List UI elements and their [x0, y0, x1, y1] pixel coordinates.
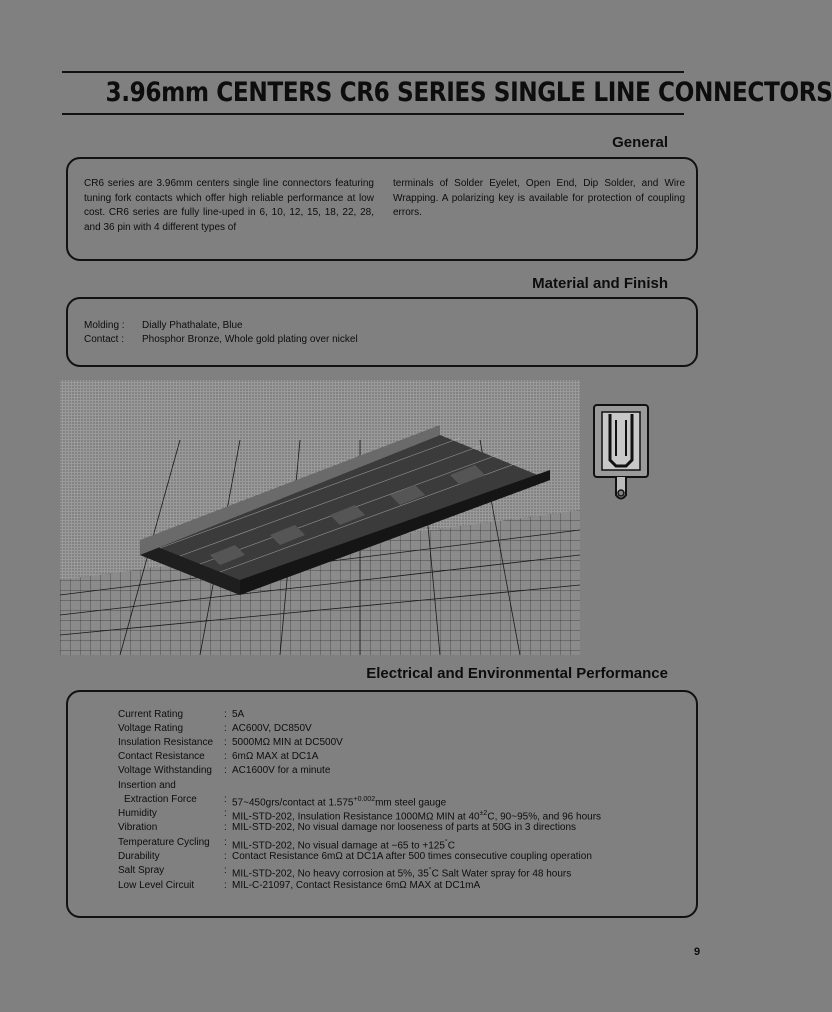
- spec-value: AC1600V for a minute: [232, 765, 331, 776]
- spec-value: MIL-STD-202, Insulation Resistance 1000MΩ MIN at $40^{\pm 2}C$, 90~95%, and 96 hours: [232, 810, 602, 823]
- spec-value: AC600V, DC850V: [232, 723, 312, 734]
- material-label: Molding :: [84, 320, 125, 331]
- material-label: Contact :: [84, 334, 125, 345]
- spec-row: Voltage Rating : AC600V, DC850V: [118, 723, 312, 734]
- spec-row: Extraction Force : 57~450grs/contact at $1.575^{+0.002}mm$ steel gauge: [118, 793, 446, 810]
- material-value: Dially Phathalate, Blue: [142, 320, 243, 331]
- spec-value: Contact Resistance 6mΩ at DC1A after 500 times consecutive coupling operation: [232, 851, 592, 862]
- spec-row: Contact Resistance : 6mΩ MAX at DC1A: [118, 751, 319, 762]
- spec-row: Low Level Circuit : MIL-C-21097, Contact Resistance 6mΩ MAX at DC1mA: [118, 880, 481, 891]
- spec-row: Durability : Contact Resistance 6mΩ at DC1A after 500 times consecutive coupling operation: [118, 851, 592, 862]
- spec-label: Insertion and: [118, 780, 176, 791]
- spec-value: MIL-STD-202, No visual damage at −65 to +125°C: [232, 839, 455, 852]
- spec-value: 5000MΩ MIN at DC500V: [232, 737, 343, 748]
- spec-value: 6mΩ MAX at DC1A: [232, 751, 319, 762]
- spec-row: Vibration : MIL-STD-202, No visual damage nor looseness of parts at 50G in 3 directions: [118, 822, 577, 833]
- contact-cross-section-diagram: [586, 400, 656, 510]
- general-text-left: CR6 series are 3.96mm centers single line connectors featuring tuning fork contacts which offer high reliable performance at low cost. CR6 series are fully line-uped in 6, 10, 12, 15, 18, 22, 28, and 36 pin with 4 different types of: [84, 178, 374, 233]
- page-number: 9: [694, 946, 701, 958]
- spec-label: Low Level Circuit: [118, 880, 195, 891]
- spec-label: Insulation Resistance: [118, 737, 214, 748]
- spec-row: Temperature Cycling : MIL-STD-202, No visual damage at −65 to +125°C: [118, 837, 455, 852]
- spec-label: Extraction Force: [124, 794, 197, 805]
- general-text-right: terminals of Solder Eyelet, Open End, Dip Solder, and Wire Wrapping. A polarizing key is available for protection of coupling errors.: [393, 178, 685, 218]
- spec-row: Current Rating : 5A: [118, 709, 245, 720]
- title-rule-top: [62, 71, 684, 73]
- spec-label: Vibration: [118, 822, 158, 833]
- spec-label: Current Rating: [118, 709, 184, 720]
- general-heading: General: [612, 134, 668, 151]
- spec-label: Salt Spray: [118, 865, 165, 876]
- spec-label: Contact Resistance: [118, 751, 205, 762]
- spec-label: Humidity: [118, 808, 157, 819]
- spec-row: [118, 779, 224, 793]
- spec-label: Durability: [118, 851, 160, 862]
- spec-label: Voltage Rating: [118, 723, 184, 734]
- spec-value: MIL-STD-202, No heavy corrosion at 5%, 35°C Salt Water spray for 48 hours: [232, 867, 572, 880]
- spec-label: Voltage Withstanding: [118, 765, 212, 776]
- spec-label: Temperature Cycling: [118, 837, 210, 848]
- material-row-molding: [84, 319, 243, 333]
- spec-value: 5A: [232, 709, 245, 720]
- spec-value: MIL-STD-202, No visual damage nor looseness of parts at 50G in 3 directions: [232, 822, 577, 833]
- connector-photo: [60, 380, 580, 655]
- spec-row: Salt Spray : MIL-STD-202, No heavy corrosion at 5%, 35°C Salt Water spray for 48 hours: [118, 865, 572, 880]
- spec-value: MIL-C-21097, Contact Resistance 6mΩ MAX at DC1mA: [232, 880, 481, 891]
- title-rule-bottom: [62, 113, 684, 115]
- page-title: 3.96mm CENTERS CR6 SERIES SINGLE LINE CONNECTORS: [105, 77, 832, 108]
- material-value: Phosphor Bronze, Whole gold plating over nickel: [142, 334, 358, 345]
- spec-row: Voltage Withstanding : AC1600V for a minute: [118, 765, 331, 776]
- spec-value: 57~450grs/contact at $1.575^{+0.002}mm$ steel gauge: [232, 796, 447, 809]
- spec-row: Humidity : MIL-STD-202, Insulation Resistance 1000MΩ MIN at $40^{\pm 2}C$, 90~95%, and 96 hours: [118, 808, 602, 823]
- electrical-heading: Electrical and Environmental Performance: [366, 665, 668, 682]
- spec-row: Insulation Resistance : 5000MΩ MIN at DC500V: [118, 737, 343, 748]
- material-heading: Material and Finish: [532, 275, 668, 292]
- material-row-contact: [84, 333, 358, 347]
